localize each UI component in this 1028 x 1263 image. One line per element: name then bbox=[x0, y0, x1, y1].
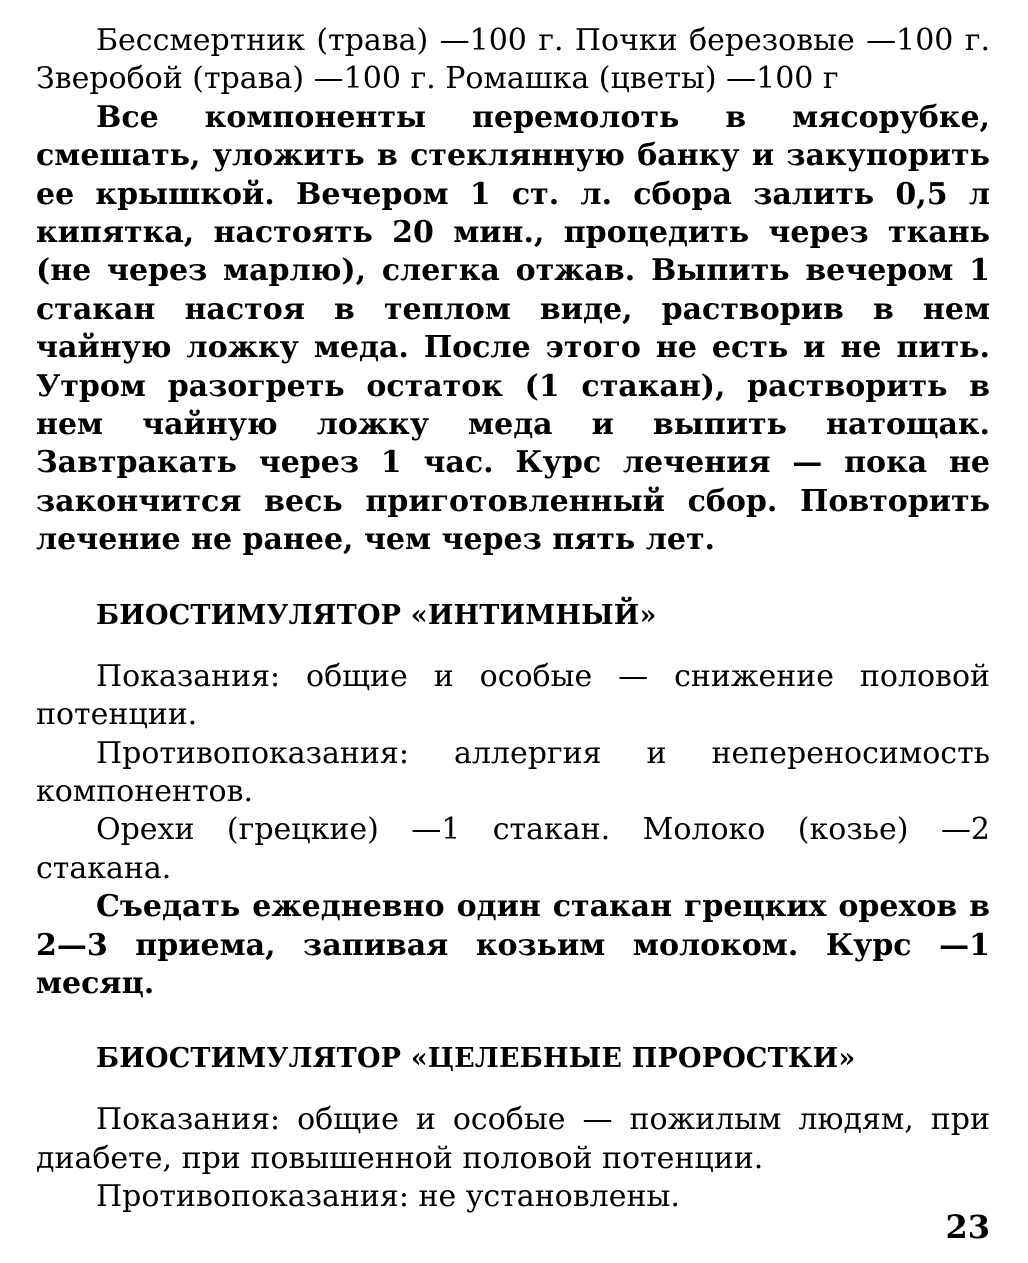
recipe-ingredients: Бессмертник (трава) —100 г. Почки березовые —100 г. Зверобой (трава) —100 г. Ромашка (цветы) —100 г bbox=[36, 23, 990, 97]
indications-intimate: Показания: общие и особые — снижение половой потенции. bbox=[36, 658, 990, 733]
contraindications-intimate: Противопоказания: аллергия и непереносимость компонентов. bbox=[36, 735, 990, 809]
indications-sprouts: Показания: общие и особые — пожилым людям, при диабете, при повышенной половой потенции. bbox=[36, 1102, 990, 1176]
page-number: 23 bbox=[945, 1208, 990, 1246]
ingredients-intimate: Орехи (грецкие) —1 стакан. Молоко (козье) —2 стакана. bbox=[36, 812, 990, 886]
section-title-sprouts: БИОСТИМУЛЯТОР «ЦЕЛЕБНЫЕ ПРОРОСТКИ» bbox=[96, 1043, 856, 1075]
section-title-intimate: БИОСТИМУЛЯТОР «ИНТИМНЫЙ» bbox=[96, 599, 657, 631]
contraindications-sprouts: Противопоказания: не установлены. bbox=[96, 1179, 680, 1215]
book-page bbox=[36, 22, 990, 1247]
instructions-intimate: Съедать ежедневно один стакан грецких орехов в 2—3 приема, запивая козьим молоком. Курс —1 месяц. bbox=[36, 889, 990, 1001]
recipe-instructions: Все компоненты перемолоть в мясорубке, смешать, уложить в стеклянную банку и закупорить ее крышкой. Вечером 1 ст. л. сбора залить 0,5 л кипятка, настоять 20 мин., процедить через ткань (не через марлю), слегка отжав. Выпить вечером 1 стакан настоя в теплом виде, растворив в нем чайную ложку меда. После этого не есть и не пить. Утром разогреть остаток (1 стакан), растворить в нем чайную ложку меда и выпить натощак. Завтракать через 1 час. Курс лечения — пока не закончится весь приготовленный сбор. Повторить лечение не ранее, чем через пять лет. bbox=[36, 99, 990, 558]
